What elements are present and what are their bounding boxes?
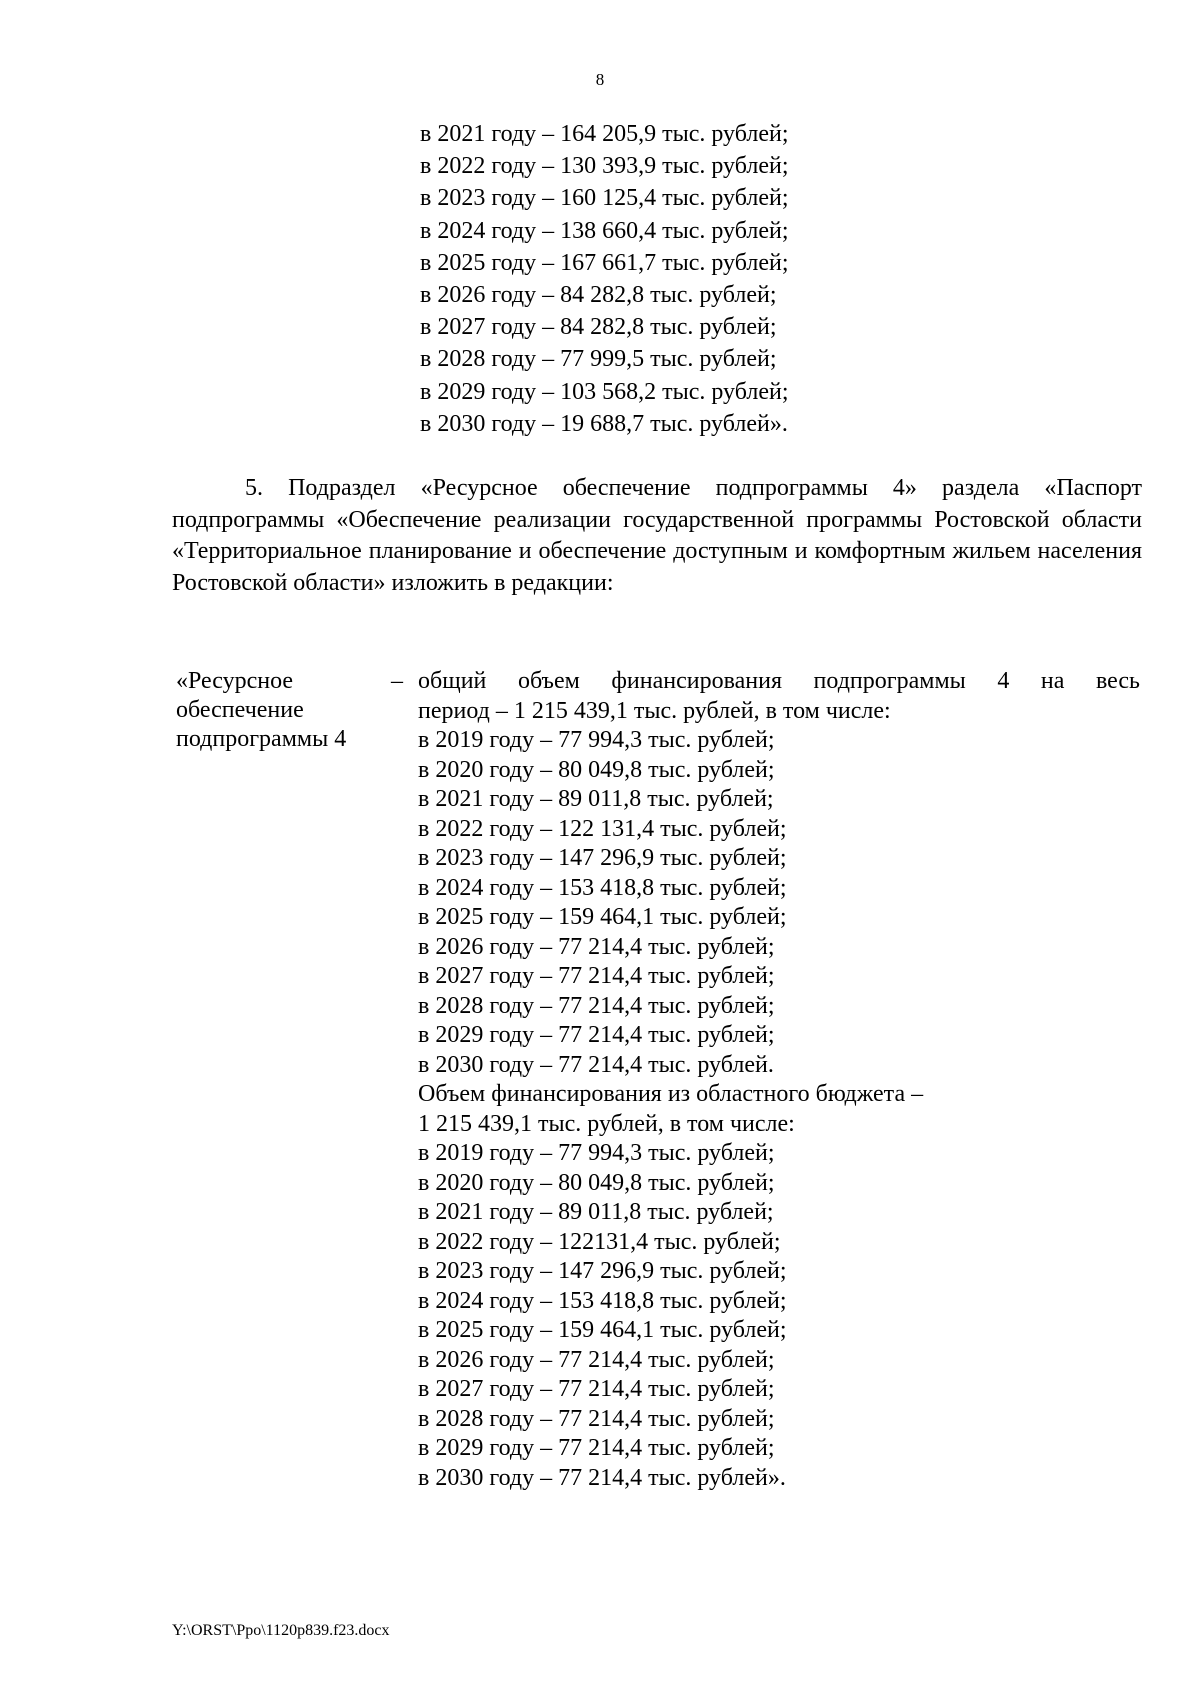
passport-dash: –: [391, 668, 403, 694]
passport-line: в 2022 году – 122 131,4 тыс. рублей;: [418, 815, 787, 842]
funding-list-continued: [420, 118, 788, 440]
passport-line: в 2021 году – 89 011,8 тыс. рублей;: [418, 1199, 774, 1225]
passport-line: в 2029 году – 77 214,4 тыс. рублей;: [418, 1435, 775, 1461]
passport-body: [418, 667, 1140, 1493]
list-item: в 2022 году – 130 393,9 тыс. рублей;: [420, 153, 789, 180]
list-item: в 2024 году – 138 660,4 тыс. рублей;: [420, 217, 789, 244]
passport-line: в 2030 году – 77 214,4 тыс. рублей».: [418, 1464, 786, 1491]
passport-line: в 2028 году – 77 214,4 тыс. рублей;: [418, 992, 775, 1019]
list-item: в 2023 году – 160 125,4 тыс. рублей;: [420, 185, 789, 212]
list-item: в 2026 году – 84 282,8 тыс. рублей;: [420, 282, 777, 309]
passport-line: в 2030 году – 77 214,4 тыс. рублей.: [418, 1051, 774, 1078]
passport-line: в 2023 году – 147 296,9 тыс. рублей;: [418, 845, 787, 871]
passport-label-line: подпрограммы 4: [176, 726, 347, 752]
paragraph-5: 5. Подраздел «Ресурсное обеспечение подпрограммы 4» раздела «Паспорт подпрограммы «Обеспечение реализации государственной программы Ростовской области «Территориальное планирование и обеспечение доступным и комфортным жильем населения Ростовской области» изложить в редакции:: [172, 475, 1142, 596]
passport-line: в 2020 году – 80 049,8 тыс. рублей;: [418, 756, 775, 783]
passport-line: в 2024 году – 153 418,8 тыс. рублей;: [418, 874, 787, 901]
passport-line: период – 1 215 439,1 тыс. рублей, в том числе:: [418, 697, 891, 724]
passport-line: в 2023 году – 147 296,9 тыс. рублей;: [418, 1258, 787, 1284]
passport-line: в 2027 году – 77 214,4 тыс. рублей;: [418, 963, 775, 989]
passport-line: в 2024 году – 153 418,8 тыс. рублей;: [418, 1287, 787, 1314]
list-item: в 2030 году – 19 688,7 тыс. рублей».: [420, 410, 788, 437]
passport-line: в 2025 году – 159 464,1 тыс. рублей;: [418, 1317, 787, 1343]
passport-label: [176, 667, 346, 754]
list-item: в 2027 году – 84 282,8 тыс. рублей;: [420, 314, 777, 341]
passport-label-line: «Ресурсное: [176, 668, 294, 694]
passport-line: в 2025 году – 159 464,1 тыс. рублей;: [418, 904, 787, 930]
passport-first-line: общий объем финансирования подпрограммы 4 на весь: [418, 668, 1140, 694]
passport-label-line: обеспечение: [176, 697, 304, 723]
passport-line: 1 215 439,1 тыс. рублей, в том числе:: [418, 1110, 795, 1137]
passport-line: в 2022 году – 122131,4 тыс. рублей;: [418, 1228, 781, 1255]
passport-line: в 2027 году – 77 214,4 тыс. рублей;: [418, 1376, 775, 1402]
page-number: 8: [595, 70, 605, 89]
list-item: в 2029 году – 103 568,2 тыс. рублей;: [420, 378, 789, 405]
list-item: в 2025 году – 167 661,7 тыс. рублей;: [420, 249, 789, 276]
passport-line: в 2029 году – 77 214,4 тыс. рублей;: [418, 1022, 775, 1048]
list-item: в 2028 году – 77 999,5 тыс. рублей;: [420, 346, 777, 373]
passport-line: Объем финансирования из областного бюджета –: [418, 1081, 924, 1107]
footer-file-path: Y:\ORST\Ppo\1120p839.f23.docx: [172, 1622, 390, 1639]
passport-line: в 2026 году – 77 214,4 тыс. рублей;: [418, 933, 775, 960]
passport-line: в 2028 году – 77 214,4 тыс. рублей;: [418, 1405, 775, 1432]
passport-line: в 2021 году – 89 011,8 тыс. рублей;: [418, 786, 774, 812]
passport-line: в 2019 году – 77 994,3 тыс. рублей;: [418, 1140, 775, 1166]
passport-line: в 2026 году – 77 214,4 тыс. рублей;: [418, 1346, 775, 1373]
passport-line: в 2020 году – 80 049,8 тыс. рублей;: [418, 1169, 775, 1196]
passport-line: в 2019 году – 77 994,3 тыс. рублей;: [418, 727, 775, 753]
list-item: в 2021 году – 164 205,9 тыс. рублей;: [420, 121, 789, 147]
